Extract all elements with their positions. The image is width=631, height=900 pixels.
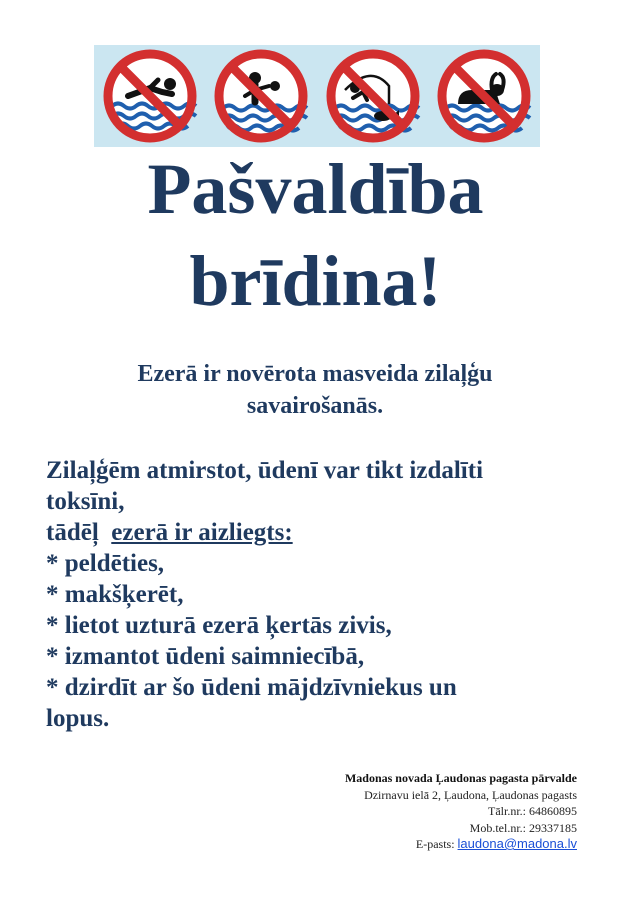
email-row <box>345 836 577 853</box>
prohibition-item: * dzirdīt ar šo ūdeni mājdzīvniekus un <box>46 674 457 701</box>
prohibition-item: * makšķerēt, <box>46 581 184 608</box>
prohibition-signs-banner <box>94 45 540 147</box>
prohibition-item: * izmantot ūdeni saimniecībā, <box>46 643 365 670</box>
no-animal-watering-icon <box>434 46 534 146</box>
warning-line-1: Zilaļģēm atmirstot, ūdenī var tikt izdalīti <box>46 457 484 484</box>
no-bathing-icon <box>211 46 311 146</box>
organization-name: Madonas novada Ļaudonas pagasta pārvalde <box>344 771 577 785</box>
subtitle-line-2: savairošanās. <box>246 393 384 419</box>
mobile-phone: Mob.tel.nr.: 29337185 <box>469 820 577 835</box>
prohibition-underlined: ezerā ir aizliegts: <box>111 519 293 546</box>
warning-text <box>46 455 586 734</box>
no-swimming-icon <box>100 46 200 146</box>
subtitle-line-1: Ezerā ir novērota masveida zilaļģu <box>137 361 493 387</box>
title-line-2: brīdina! <box>189 241 442 321</box>
contact-footer <box>345 770 577 853</box>
phone: Tālr.nr.: 64860895 <box>488 804 577 818</box>
title-line-1: Pašvaldība <box>147 149 484 229</box>
prohibition-item-continued: lopus. <box>46 705 110 732</box>
subtitle <box>60 358 570 422</box>
email-link[interactable]: laudona@madona.lv <box>457 836 577 851</box>
warning-line-2: toksīni, <box>46 488 125 515</box>
prohibition-item: * lietot uzturā ezerā ķertās zivis, <box>46 612 392 639</box>
email-label: E-pasts: <box>415 837 458 851</box>
prohibition-heading <box>46 517 586 548</box>
no-fishing-icon <box>323 46 423 146</box>
address: Dzirnavu ielā 2, Ļaudona, Ļaudonas pagasts <box>364 787 577 802</box>
prohibition-item: * peldēties, <box>46 550 165 577</box>
prohibition-prefix: tādēļ <box>46 519 112 546</box>
